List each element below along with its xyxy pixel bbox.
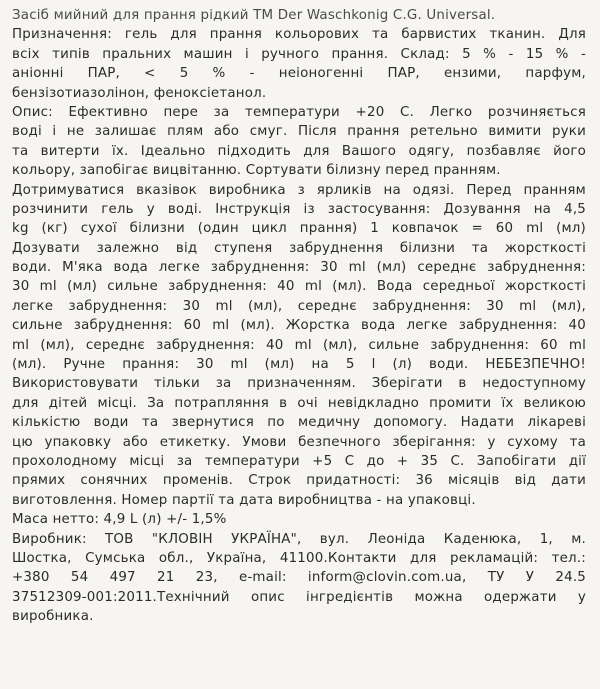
label-line-1: Засіб мийний для прання рідкий TM Der Waschkonig C.G. Universal. bbox=[12, 8, 496, 23]
label-line-15: 30 ml (мл) сильне забруднення: 40 ml (мл). Вода середньої жорсткості bbox=[12, 279, 586, 295]
label-line-18: ml (мл), середнє забруднення: 40 ml (мл), сильне забруднення: 60 ml bbox=[12, 337, 586, 353]
label-line-11: розчинити гель у воді. Інструкція із застосування: Дозування на 4,5 bbox=[12, 201, 586, 217]
label-line-14: води. М'яка вода легке забруднення: 30 ml (мл) середнє забруднення: bbox=[12, 260, 586, 276]
label-line-12: kg (кг) сухої білизни (один цикл прання) 1 ковпачок = 60 ml (мл) bbox=[12, 221, 586, 237]
label-line-16: легке забруднення: 30 ml (мл), середнє забруднення: 30 ml (мл), bbox=[12, 298, 586, 314]
label-line-29: Шостка, Сумська обл., Україна, 41100.Контакти для рекламацій: тел.: bbox=[12, 550, 586, 566]
label-line-3: всіх типів пральних машин і ручного прання. Склад: 5 % - 15 % - bbox=[12, 46, 586, 62]
label-line-10: Дотримуватися вказівок виробника з ярликів на одязі. Перед пранням bbox=[12, 182, 586, 198]
label-line-22: кількістю води та звернутися по медичну допомогу. Надати лікареві bbox=[12, 415, 586, 431]
label-line-19: (мл). Ручне прання: 30 ml (мл) на 5 l (л) води. НЕБЕЗПЕЧНО! bbox=[12, 357, 586, 373]
label-line-25: прямих сонячних променів. Строк придатності: 36 місяців від дати bbox=[12, 473, 586, 489]
label-line-13: Дозувати залежно від ступеня забруднення білизни та жорсткості bbox=[12, 240, 586, 256]
label-line-2: Призначення: гель для прання кольорових та барвистих тканин. Для bbox=[12, 27, 586, 43]
label-line-4: аніонні ПАР, < 5 % - неіоногенні ПАР, ензими, парфум, bbox=[12, 66, 586, 82]
label-line-31: 37512309-001:2011.Технічний опис інгредієнтів можна одержати у bbox=[12, 589, 586, 605]
label-line-20: Використовувати тільки за призначенням. Зберігати в недоступному bbox=[12, 376, 586, 392]
label-line-28: Виробник: ТОВ "КЛОВІН УКРАЇНА", вул. Леоніда Каденюка, 1, м. bbox=[12, 531, 586, 547]
label-line-7: воді і не залишає плям або смуг. Після прання ретельно вимити руки bbox=[12, 124, 586, 140]
label-line-21: для дітей місці. За потрапляння в очі невідкладно промити їх великою bbox=[12, 395, 586, 411]
label-line-23: цю упаковку або етикетку. Умови безпечного зберігання: у сухому та bbox=[12, 434, 586, 450]
label-line-32: виробника. bbox=[12, 609, 94, 625]
label-line-6: Опис: Ефективно пере за температури +20 С. Легко розчиняється bbox=[12, 104, 586, 120]
label-line-17: сильне забруднення: 60 ml (мл). Жорстка вода легке забруднення: 40 bbox=[12, 318, 586, 334]
label-line-9: кольору, запобігає вицвітанню. Сортувати білизну перед пранням. bbox=[12, 163, 501, 179]
label-line-24: прохолодному місці за температури +5 С до + 35 С. Запобігати дії bbox=[12, 453, 586, 469]
label-line-8: та витерти їх. Ідеально підходить для Вашого одягу, позбавляє його bbox=[12, 143, 586, 159]
label-line-5: бензізотиазолінон, феноксіетанол. bbox=[12, 85, 267, 101]
label-line-27: Маса нетто: 4,9 L (л) +/- 1,5% bbox=[12, 512, 227, 528]
label-line-26: виготовлення. Номер партії та дата виробництва - на упаковці. bbox=[12, 492, 476, 508]
label-line-30: +380 54 497 21 23, e-mail: inform@clovin.com.ua, ТУ У 24.5 bbox=[12, 570, 586, 586]
